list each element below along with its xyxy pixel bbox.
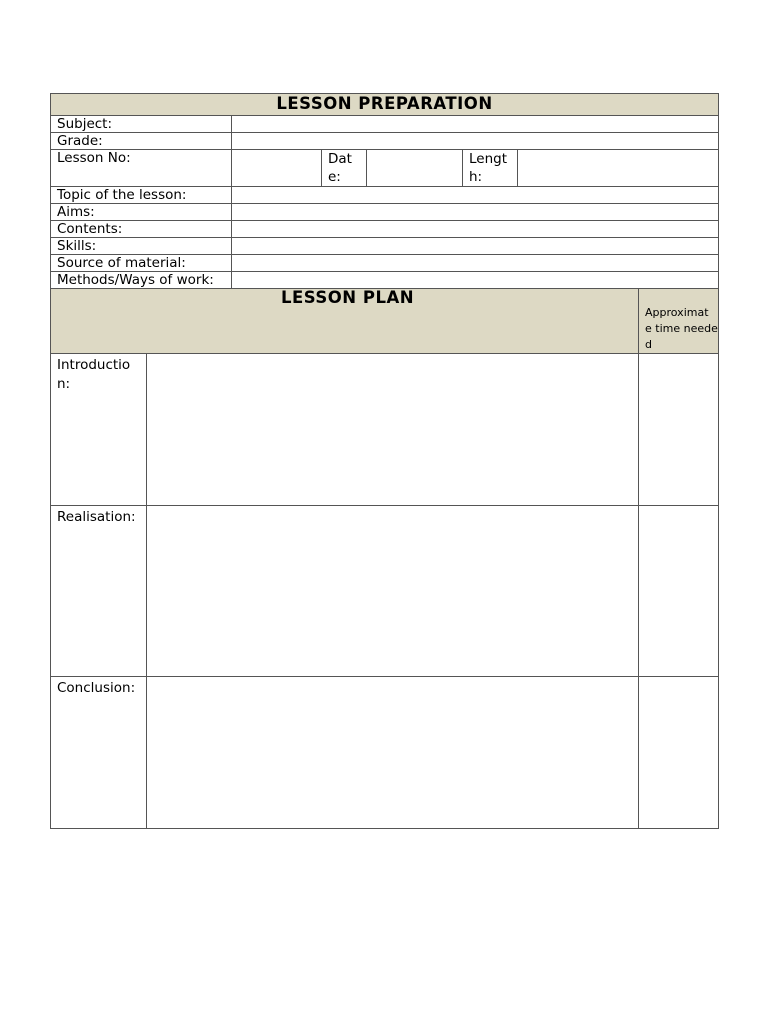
length-field[interactable] xyxy=(518,150,719,187)
lesson-no-label: Lesson No: xyxy=(51,150,232,187)
aims-field[interactable] xyxy=(232,204,719,221)
length-label: Lengt h: xyxy=(463,150,518,187)
grade-field[interactable] xyxy=(232,133,719,150)
methods-field[interactable] xyxy=(232,272,719,289)
date-field[interactable] xyxy=(367,150,463,187)
conclusion-time-field[interactable] xyxy=(639,677,719,829)
subject-field[interactable] xyxy=(232,116,719,133)
contents-field[interactable] xyxy=(232,221,719,238)
subject-label: Subject: xyxy=(51,116,232,133)
date-label: Dat e: xyxy=(322,150,367,187)
skills-label: Skills: xyxy=(51,238,232,255)
lesson-plan-header xyxy=(51,289,639,354)
methods-label: Methods/Ways of work: xyxy=(51,272,232,289)
lesson-plan-table xyxy=(50,289,719,829)
preparation-table xyxy=(50,93,719,289)
introduction-field[interactable] xyxy=(147,354,639,506)
grade-label: Grade: xyxy=(51,133,232,150)
skills-field[interactable] xyxy=(232,238,719,255)
conclusion-field[interactable] xyxy=(147,677,639,829)
lesson-no-field[interactable] xyxy=(232,150,322,187)
contents-label: Contents: xyxy=(51,221,232,238)
source-field[interactable] xyxy=(232,255,719,272)
time-needed-header: Approximat e time needed xyxy=(639,289,719,354)
introduction-label: Introductio n: xyxy=(51,354,147,506)
introduction-time-field[interactable] xyxy=(639,354,719,506)
realisation-label: Realisation: xyxy=(51,506,147,677)
topic-field[interactable] xyxy=(232,187,719,204)
realisation-time-field[interactable] xyxy=(639,506,719,677)
topic-label: Topic of the lesson: xyxy=(51,187,232,204)
conclusion-label: Conclusion: xyxy=(51,677,147,829)
source-label: Source of material: xyxy=(51,255,232,272)
lesson-preparation-form xyxy=(50,93,718,829)
preparation-title: LESSON PREPARATION xyxy=(51,94,719,116)
realisation-field[interactable] xyxy=(147,506,639,677)
lesson-plan-title: LESSON PLAN xyxy=(280,288,415,307)
aims-label: Aims: xyxy=(51,204,232,221)
